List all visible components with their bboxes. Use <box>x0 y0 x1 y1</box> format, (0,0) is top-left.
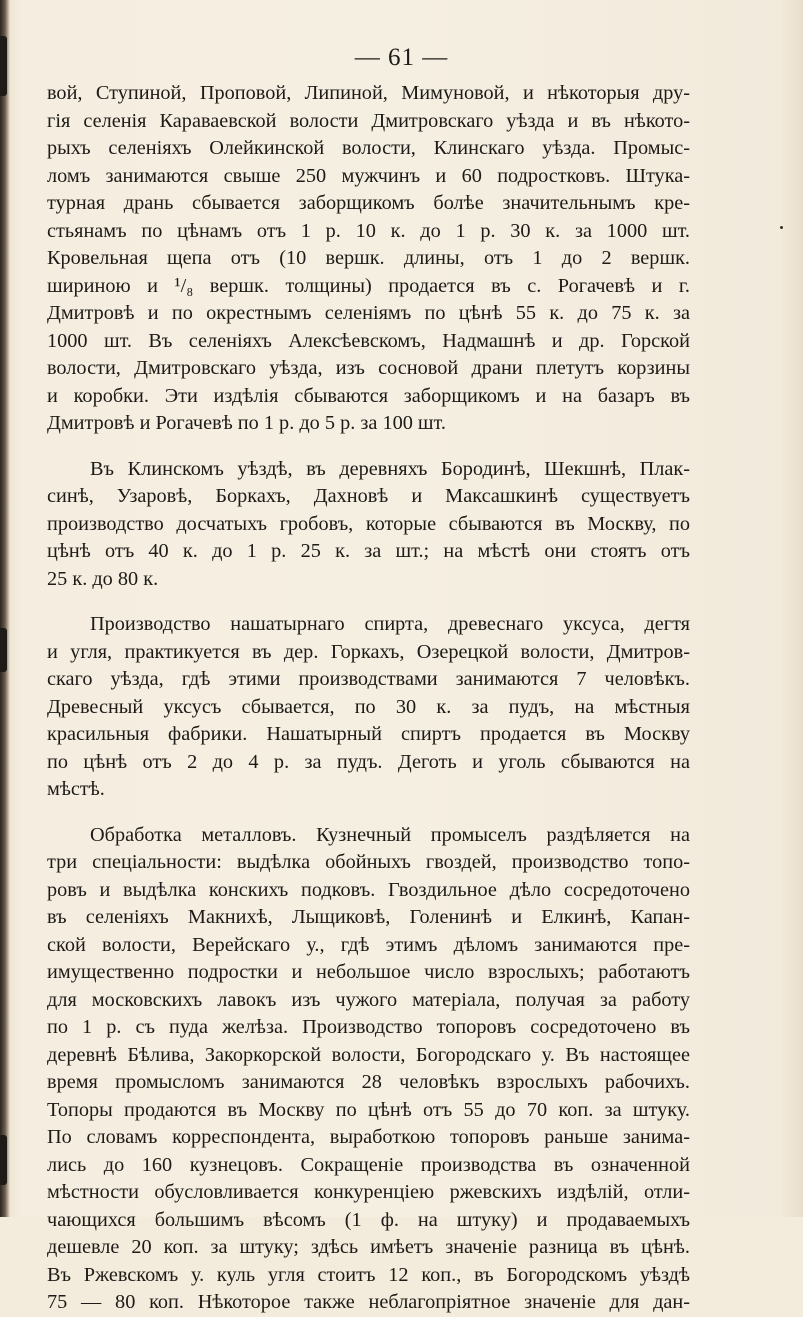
text-line: лись до 160 кузнецовъ. Сокращеніе производства въ означенной <box>47 1153 690 1176</box>
text-line: 75 — 80 коп. Нѣкоторое также неблагопріятное значеніе для дан- <box>47 1291 690 1313</box>
text-line: дешевле 20 коп. за штуку; здѣсь имѣетъ значеніе разница въ цѣнѣ. <box>47 1236 690 1258</box>
text-line: для московскихъ лавокъ изъ чужого матеріала, получая за работу <box>47 988 690 1011</box>
text-line: и коробки. Эти издѣлія сбываются заборщикомъ и на базаръ въ <box>47 384 690 407</box>
text-line: Обработка металловъ. Кузнечный промыселъ раздѣляется на <box>90 823 690 846</box>
text-line: чающихся большимъ вѣсомъ (1 ф. на штуку) и продаваемыхъ <box>47 1208 690 1231</box>
text-line: вой, Ступиной, Проповой, Липиной, Мимуновой, и нѣкоторыя дру- <box>47 82 690 104</box>
text-line: синѣ, Узаровѣ, Боркахъ, Дахновѣ и Максашкинѣ существуетъ <box>47 485 690 507</box>
text-line: и угля, практикуется въ дер. Горкахъ, Озерецкой волости, Дмитров- <box>47 640 690 663</box>
text-line: Кровельная щепа отъ (10 вершк. длины, отъ 1 до 2 вершк. <box>47 247 690 269</box>
text-line: Древесный уксусъ сбывается, по 30 к. за пудъ, на мѣстныя <box>47 695 690 718</box>
text-line: въ селеніяхъ Макнихѣ, Лыщиковѣ, Голенинѣ и Елкинѣ, Капан- <box>47 906 690 928</box>
text-line: мѣстѣ. <box>47 778 105 800</box>
text-line: имущественно подростки и небольшое число взрослыхъ; работаютъ <box>47 961 690 983</box>
text-line: стьянамъ по цѣнамъ отъ 1 р. 10 к. до 1 р. 30 к. за 1000 шт. <box>47 219 690 242</box>
text-line: скаго уѣзда, гдѣ этими производствами занимаются 7 человѣкъ. <box>47 668 690 690</box>
paragraph-gap <box>47 804 690 822</box>
text-line: рыхъ селеніяхъ Олейкинской волости, Клинскаго уѣзда. Промыс- <box>47 137 690 159</box>
paragraph-gap <box>47 593 690 611</box>
text-line: Дмитровѣ и по окрестнымъ селеніямъ по цѣнѣ 55 к. до 75 к. за <box>47 302 690 324</box>
paragraph-gap <box>47 438 690 456</box>
text-line: волости, Дмитровскаго уѣзда, изъ сосновой драни плетутъ корзины <box>47 357 690 379</box>
body-text <box>47 80 690 1317</box>
text-line: деревнѣ Бѣлива, Закоркорской волости, Богородскаго у. Въ настоящее <box>47 1043 690 1066</box>
text-line: Въ Клинскомъ уѣздѣ, въ деревняхъ Бородинѣ, Шекшнѣ, Плак- <box>90 457 690 480</box>
text-line: мѣстности обусловливается конкуренціею ржевскихъ издѣлій, отли- <box>47 1181 690 1203</box>
text-line: ской волости, Верейскаго у., гдѣ этимъ дѣломъ занимаются пре- <box>47 933 690 956</box>
text-line: 1000 шт. Въ селеніяхъ Алексѣевскомъ, Надмашнѣ и др. Горской <box>47 329 690 352</box>
text-line: время промысломъ занимаются 28 человѣкъ взрослыхъ рабочихъ. <box>47 1071 690 1093</box>
text-line: Дмитровѣ и Рогачевѣ по 1 р. до 5 р. за 100 шт. <box>47 412 446 434</box>
ink-speck <box>780 226 783 229</box>
text-line: ломъ занимаются свыше 250 мужчинъ и 60 подростковъ. Штука- <box>47 164 690 187</box>
text-line: красильныя фабрики. Нашатырный спиртъ продается въ Москву <box>47 723 690 745</box>
text-line: шириною и ¹/₈ вершк. толщины) продается въ с. Рогачевѣ и г. <box>47 274 690 297</box>
text-line: цѣнѣ отъ 40 к. до 1 р. 25 к. за шт.; на мѣстѣ они стоятъ отъ <box>47 540 690 562</box>
text-line: Производство нашатырнаго спирта, древеснаго уксуса, дегтя <box>90 613 690 635</box>
text-line: по цѣнѣ отъ 2 до 4 р. за пудъ. Деготь и уголь сбываются на <box>47 750 690 773</box>
text-line: 25 к. до 80 к. <box>47 567 159 590</box>
text-line: ровъ и выдѣлка конскихъ подковъ. Гвоздильное дѣло сосредоточено <box>47 878 690 901</box>
text-line: производство досчатыхъ гробовъ, которые сбываются въ Москву, по <box>47 512 690 535</box>
text-line: по 1 р. съ пуда желѣза. Производство топоровъ сосредоточено въ <box>47 1016 690 1038</box>
page-number: — 61 — <box>354 44 449 71</box>
text-line: турная дрань сбывается заборщикомъ болѣе значительнымъ кре- <box>47 192 690 214</box>
text-line: три спеціальности: выдѣлка обойныхъ гвоздей, производство топо- <box>47 851 690 873</box>
binding-edge <box>0 0 10 1217</box>
text-line: По словамъ корреспондента, выработкою топоровъ раньше занима- <box>47 1126 690 1148</box>
text-line: гія селенія Караваевской волости Дмитровскаго уѣзда и въ нѣкото- <box>47 109 690 132</box>
binding-mark <box>0 1135 7 1185</box>
text-line: Топоры продаются въ Москву по цѣнѣ отъ 55 до 70 коп. за штуку. <box>47 1098 690 1121</box>
binding-mark <box>0 628 7 672</box>
text-line: Въ Ржевскомъ у. куль угля стоитъ 12 коп., въ Богородскомъ уѣздѣ <box>47 1263 690 1286</box>
